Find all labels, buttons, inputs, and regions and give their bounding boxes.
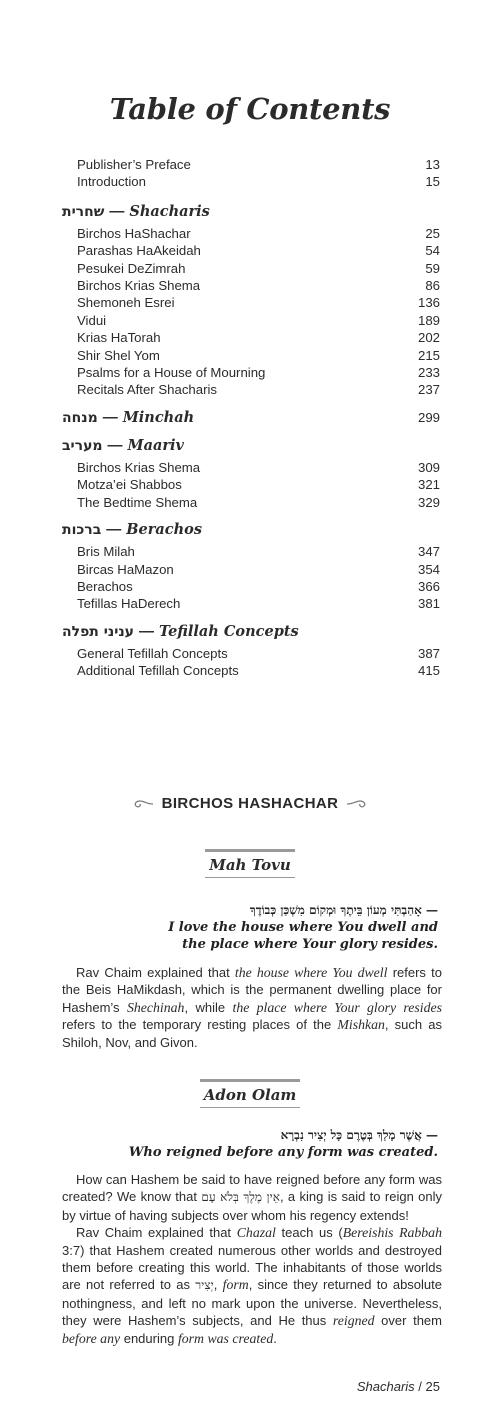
text-run-italic: form xyxy=(222,1277,249,1293)
toc-entry-label: Parashas HaAkeidah xyxy=(77,243,201,259)
toc-section-heading[interactable] xyxy=(62,409,440,427)
toc-entry[interactable] xyxy=(62,156,440,173)
toc-entry-label: Bircas HaMazon xyxy=(77,561,174,577)
text-run-italic: Mishkan xyxy=(337,1017,385,1033)
toc-entry-page: 189 xyxy=(417,312,440,328)
toc-entry-page: 347 xyxy=(417,544,440,560)
toc-entry[interactable] xyxy=(62,242,440,259)
text-run: , xyxy=(213,1277,223,1293)
toc-section-title xyxy=(62,437,184,455)
toc-entry-label: Tefillas HaDerech xyxy=(77,596,181,612)
toc-entry-page: 237 xyxy=(417,382,440,398)
toc-entry-label: Berachos xyxy=(77,578,133,594)
footer-book-name: Shacharis xyxy=(356,1379,415,1394)
toc-entry-label: Pesukei DeZimrah xyxy=(77,260,186,276)
text-run-italic: reigned xyxy=(332,1313,375,1329)
toc-entry[interactable] xyxy=(62,595,440,612)
toc-entry[interactable] xyxy=(62,561,440,578)
table-of-contents xyxy=(62,156,440,680)
toc-section-heading[interactable] xyxy=(62,203,440,221)
mah-tovu-hebrew: — אָהַבְתִּי מְעוֹן בֵּיתֶךָ וּמְקוֹם מִשְׁכַּן כְּבוֹדֶךָ xyxy=(249,903,438,917)
text-run: . xyxy=(273,1330,277,1346)
toc-entry-page: 15 xyxy=(425,174,440,190)
toc-section-title xyxy=(62,521,202,539)
toc-entry[interactable] xyxy=(62,381,440,398)
page-title: Table of Contents xyxy=(109,92,391,126)
toc-entry-page: 381 xyxy=(417,596,440,612)
text-run: , while xyxy=(184,999,233,1015)
toc-entry[interactable] xyxy=(62,645,440,662)
toc-entry-page: 415 xyxy=(417,663,440,679)
toc-section-english: Maariv xyxy=(127,436,184,454)
toc-entry[interactable] xyxy=(62,578,440,595)
toc-entry-label: Recitals After Shacharis xyxy=(77,382,217,398)
section-banner-title: BIRCHOS HASHACHAR xyxy=(161,795,339,812)
adon-olam-hebrew: — אֲשֶׁר מָלַךְ בְּטֶרֶם כָּל יְצִיר נִבְרָא xyxy=(280,1128,438,1142)
toc-section-dash: — xyxy=(107,436,123,454)
toc-entry-label: Psalms for a House of Mourning xyxy=(77,365,266,381)
toc-entry-label: Bris Milah xyxy=(77,544,135,560)
toc-entry-label: Birchos HaShachar xyxy=(77,225,191,241)
toc-section-dash: — xyxy=(139,622,154,640)
adon-olam-translation: Who reigned before any form was created. xyxy=(128,1145,438,1160)
toc-entry-label: Vidui xyxy=(77,312,107,328)
adon-olam-paragraph-2 xyxy=(62,1224,442,1347)
toc-section-title xyxy=(62,203,210,221)
toc-entry[interactable] xyxy=(62,312,440,329)
toc-section-dash: — xyxy=(109,202,125,220)
toc-entry[interactable] xyxy=(62,277,440,294)
toc-section-heading[interactable] xyxy=(62,623,440,641)
toc-entry[interactable] xyxy=(62,662,440,679)
text-run: refers to the Beis HaMikdash, which is the permanent dwelling place for Hashem’s xyxy=(62,965,442,1015)
text-run: refers to the temporary resting places of the xyxy=(62,1017,338,1033)
toc-entry[interactable] xyxy=(62,294,440,311)
toc-entry-page: 54 xyxy=(425,243,440,259)
toc-entry[interactable] xyxy=(62,329,440,346)
toc-entry-label: Krias HaTorah xyxy=(77,330,161,346)
toc-section-english: Tefillah Concepts xyxy=(159,622,299,640)
mah-tovu-paragraph xyxy=(62,964,442,1051)
toc-section-page: 299 xyxy=(417,409,440,425)
toc-section-hebrew: מעריב xyxy=(62,437,103,454)
toc-entry-label: Additional Tefillah Concepts xyxy=(77,663,239,679)
flourish-left-icon xyxy=(132,799,154,809)
text-run: Rav Chaim explained that xyxy=(76,1225,237,1241)
footer-separator: / xyxy=(414,1379,426,1394)
page-footer xyxy=(357,1379,440,1394)
text-run: enduring xyxy=(120,1330,178,1346)
text-run: , since they returned to absolute nothingness, and left no mark upon the universe. Nevertheless, they were Hashem’s subjects, and He thus xyxy=(62,1277,442,1329)
toc-entry-page: 387 xyxy=(417,645,440,661)
toc-section-english: Berachos xyxy=(126,521,202,539)
adon-olam-commentary xyxy=(62,1171,442,1347)
toc-entry[interactable] xyxy=(62,347,440,364)
text-run-italic: Shechinah xyxy=(126,999,185,1015)
toc-section-heading[interactable] xyxy=(62,437,440,455)
toc-entry-page: 354 xyxy=(417,561,440,577)
mah-tovu-translation-2: the place where Your glory resides. xyxy=(182,937,438,952)
footer-page-number: 25 xyxy=(425,1379,440,1394)
toc-entry-label: Shir Shel Yom xyxy=(77,347,160,363)
toc-entry-page: 309 xyxy=(417,459,440,475)
toc-entry-page: 202 xyxy=(417,330,440,346)
hebrew-run: אֵין מֶלֶךְ בְּלֹא עָם xyxy=(201,1190,280,1205)
toc-entry[interactable] xyxy=(62,494,440,511)
toc-section-title xyxy=(62,623,299,641)
text-run: How can Hashem be said to have reigned before any form was created? We know that xyxy=(62,1172,442,1205)
text-run: Rav Chaim explained that xyxy=(76,965,235,980)
toc-entry-label: The Bedtime Shema xyxy=(77,494,198,510)
toc-entry-label: Birchos Krias Shema xyxy=(77,278,201,294)
toc-section-english: Minchah xyxy=(122,408,195,426)
toc-entry-page: 215 xyxy=(417,347,440,363)
flourish-right-icon xyxy=(346,799,368,809)
text-run: 3:7) that Hashem created numerous other worlds and destroyed them before creating this world. The inhabitants of those worlds are not referred to as xyxy=(62,1242,442,1293)
text-run: over them xyxy=(374,1313,442,1329)
toc-entry-label: Motza’ei Shabbos xyxy=(77,477,182,493)
toc-entry-label: Birchos Krias Shema xyxy=(77,459,201,475)
text-run: teach us ( xyxy=(275,1225,343,1241)
text-run: , such as Shiloh, Nov, and Givon. xyxy=(62,1017,442,1050)
adon-olam-verse xyxy=(58,1127,438,1161)
section-banner xyxy=(0,795,500,812)
text-run: , a king is said to reign only by virtue of having subjects over whom his regency extends! xyxy=(62,1189,443,1223)
toc-section-hebrew: שחרית xyxy=(62,203,105,220)
toc-entry[interactable] xyxy=(62,543,440,560)
adon-olam-heading xyxy=(0,1079,500,1108)
text-run-italic: form was created xyxy=(177,1330,274,1346)
toc-entry-label: Shemoneh Esrei xyxy=(77,295,175,311)
adon-olam-paragraph-1 xyxy=(62,1171,442,1224)
toc-entry-page: 329 xyxy=(417,494,440,510)
adon-olam-heading-text: Adon Olam xyxy=(200,1079,301,1108)
toc-section-dash: — xyxy=(106,521,122,539)
mah-tovu-heading xyxy=(0,849,500,878)
toc-entry-page: 59 xyxy=(425,260,440,276)
toc-entry-label: Introduction xyxy=(77,174,146,190)
text-run-italic: before any xyxy=(62,1330,121,1346)
hebrew-run: יְצִיר xyxy=(195,1278,214,1293)
toc-entry[interactable] xyxy=(62,459,440,476)
toc-entry-label: General Tefillah Concepts xyxy=(77,645,228,661)
toc-section-title xyxy=(62,409,194,427)
text-run-italic: the place where Your glory resides xyxy=(232,999,442,1015)
mah-tovu-verse xyxy=(58,902,438,953)
text-run-italic: Chazal xyxy=(236,1225,276,1241)
mah-tovu-heading-text: Mah Tovu xyxy=(205,849,295,878)
toc-entry[interactable] xyxy=(62,364,440,381)
mah-tovu-translation-1: I love the house where You dwell and xyxy=(168,920,438,935)
toc-entry-page: 321 xyxy=(417,477,440,493)
toc-section-hebrew: עניני תפלה xyxy=(62,623,134,640)
toc-entry-page: 366 xyxy=(417,578,440,594)
toc-entry[interactable] xyxy=(62,476,440,493)
toc-entry[interactable] xyxy=(62,260,440,277)
toc-entry-page: 233 xyxy=(417,365,440,381)
toc-section-heading[interactable] xyxy=(62,521,440,539)
toc-section-english: Shacharis xyxy=(129,202,210,220)
toc-entry-page: 136 xyxy=(417,295,440,311)
toc-entry-label: Publisher’s Preface xyxy=(77,157,191,172)
mah-tovu-commentary xyxy=(62,964,442,1051)
toc-entry-page: 13 xyxy=(425,157,440,172)
toc-section-hebrew: ברכות xyxy=(62,522,102,539)
toc-section-dash: — xyxy=(102,408,118,426)
toc-section-hebrew: מנחה xyxy=(62,409,98,426)
text-run-italic: Bereishis Rabbah xyxy=(342,1225,442,1241)
text-run-italic: the house where You dwell xyxy=(234,965,388,980)
toc-entry-page: 86 xyxy=(425,278,440,294)
toc-entry-page: 25 xyxy=(425,225,440,241)
toc-entry[interactable] xyxy=(62,173,440,190)
toc-entry[interactable] xyxy=(62,225,440,242)
